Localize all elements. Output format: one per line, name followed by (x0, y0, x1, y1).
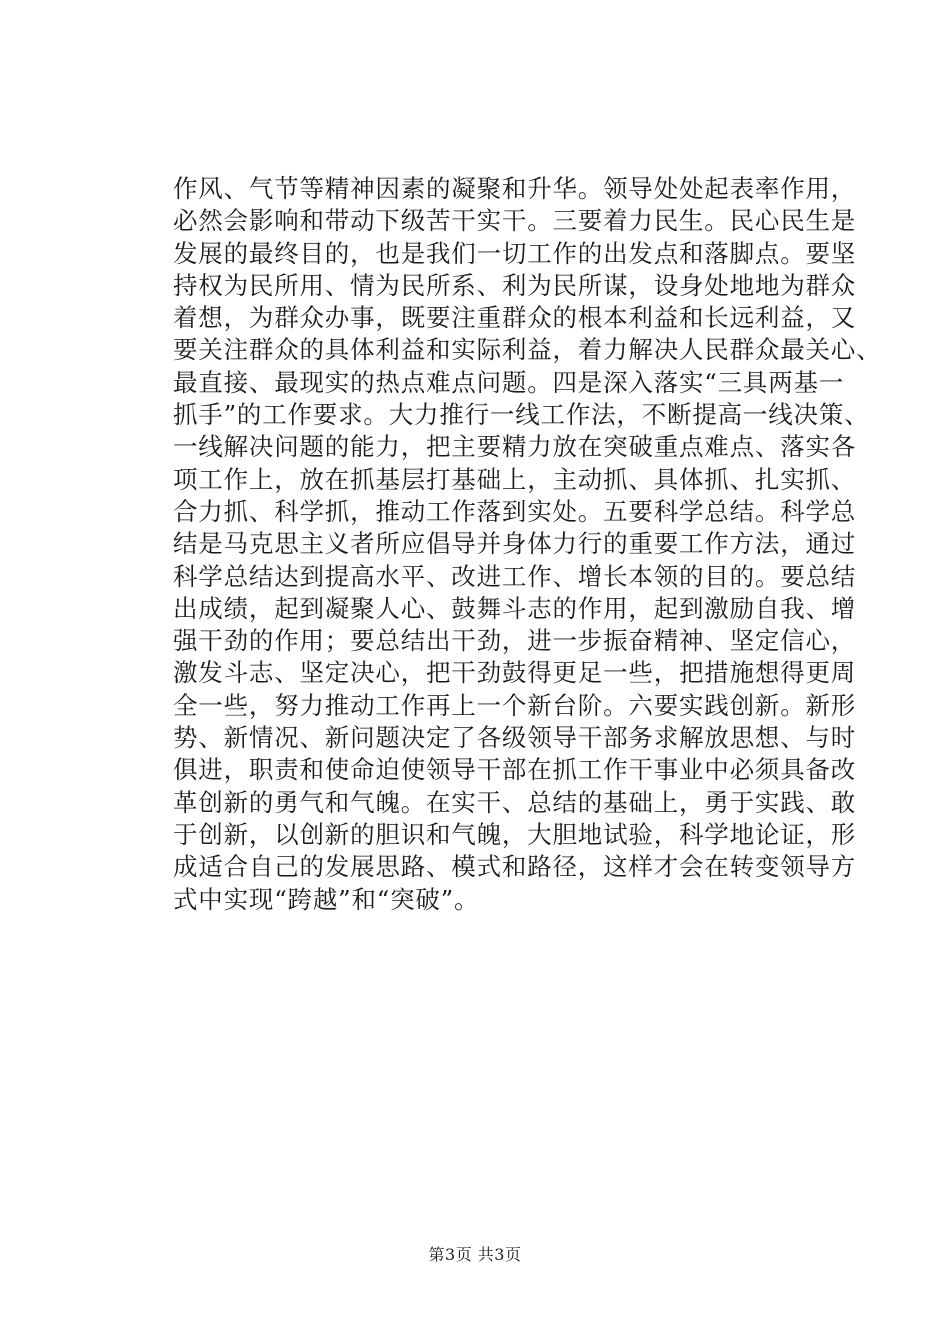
text-line: 式中实现“跨越”和“突破”。 (173, 884, 480, 914)
text-line: 俱进，职责和使命迫使领导干部在抓工作干事业中必须具备改 (173, 755, 857, 785)
text-line: 势、新情况、新问题决定了各级领导干部务求解放思想、与时 (173, 723, 857, 753)
text-line: 结是马克思主义者所应倡导并身体力行的重要工作方法，通过 (173, 529, 857, 559)
text-line: 激发斗志、坚定决心，把干劲鼓得更足一些，把措施想得更周 (173, 658, 857, 688)
text-line: 持权为民所用、情为民所系、利为民所谋，设身处地地为群众 (173, 270, 857, 300)
page-number-footer: 第3页 共3页 (428, 1245, 522, 1264)
text-line: 一线解决问题的能力，把主要精力放在突破重点难点、落实各 (173, 432, 857, 462)
text-line: 要关注群众的具体利益和实际利益，着力解决人民群众最关心、 (173, 335, 882, 365)
text-line: 着想，为群众办事，既要注重群众的根本利益和长远利益，又 (173, 303, 857, 333)
text-line: 革创新的勇气和气魄。在实干、总结的基础上，勇于实践、敢 (173, 787, 857, 817)
text-line: 最直接、最现实的热点难点问题。四是深入落实“三具两基一 (173, 367, 845, 397)
text-line: 于创新，以创新的胆识和气魄，大胆地试验，科学地论证，形 (173, 819, 857, 849)
text-line: 科学总结达到提高水平、改进工作、增长本领的目的。要总结 (173, 561, 857, 591)
body-text (173, 173, 882, 916)
text-line: 作风、气节等精神因素的凝聚和升华。领导处处起表率作用， (173, 174, 857, 203)
text-line: 出成绩，起到凝聚人心、鼓舞斗志的作用，起到激励自我、增 (173, 593, 857, 623)
text-line: 必然会影响和带动下级苦干实干。三要着力民生。民心民生是 (173, 206, 857, 236)
text-line: 全一些，努力推动工作再上一个新台阶。六要实践创新。新形 (173, 690, 857, 720)
text-line: 抓手”的工作要求。大力推行一线工作法，不断提高一线决策、 (173, 400, 870, 430)
text-line: 发展的最终目的，也是我们一切工作的出发点和落脚点。要坚 (173, 238, 857, 268)
text-line: 项工作上，放在抓基层打基础上，主动抓、具体抓、扎实抓、 (173, 464, 857, 494)
text-line: 强干劲的作用；要总结出干劲，进一步振奋精神、坚定信心， (173, 626, 857, 656)
text-line: 成适合自己的发展思路、模式和路径，这样才会在转变领导方 (173, 852, 857, 882)
text-line: 合力抓、科学抓，推动工作落到实处。五要科学总结。科学总 (173, 496, 857, 526)
